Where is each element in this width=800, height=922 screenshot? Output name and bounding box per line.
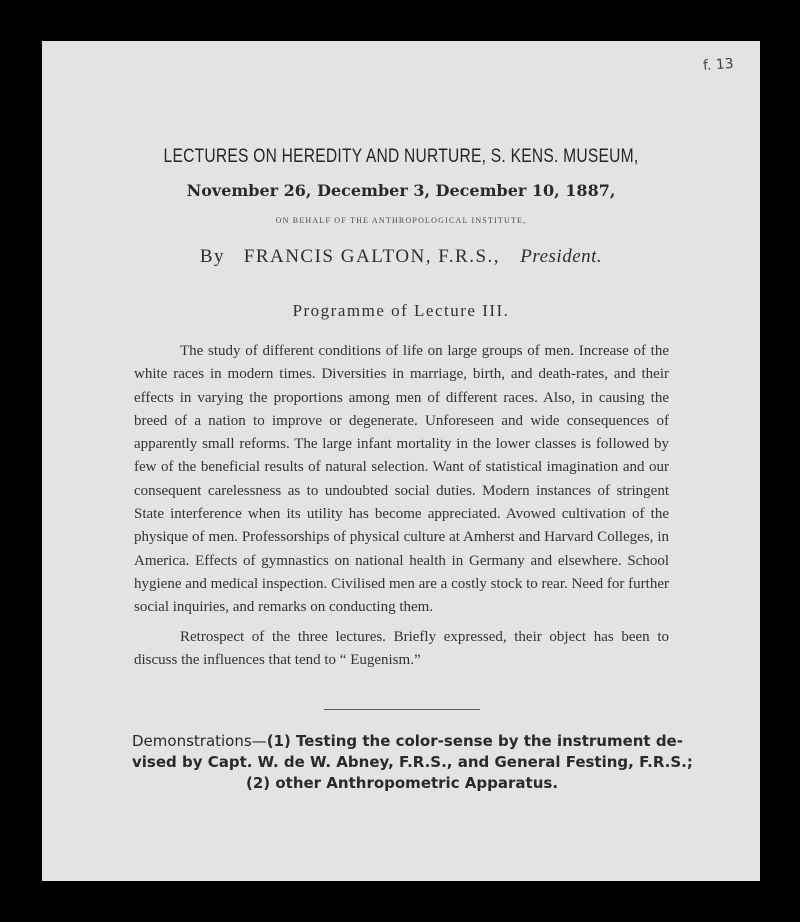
divider-rule bbox=[324, 709, 480, 710]
lecture-dates: November 26, December 3, December 10, 1887, bbox=[186, 181, 616, 200]
demonstrations-line-2: vised by Capt. W. de W. Abney, F.R.S., and General Festing, F.R.S.; bbox=[132, 753, 693, 771]
author-line bbox=[42, 246, 760, 268]
programme-body bbox=[134, 340, 669, 672]
author-prefix: By bbox=[199, 246, 225, 267]
author-name: FRANCIS GALTON, F.R.S., bbox=[243, 246, 501, 267]
demonstrations-block bbox=[132, 731, 693, 794]
folio-mark: f. 13 bbox=[702, 55, 735, 75]
demonstrations-lead: Demonstrations— bbox=[132, 732, 267, 750]
programme-paragraph: The study of different conditions of life on large groups of men. Increase of the white races in modern times. Diversities in marriage, birth, and death-rates, and their effects in varying the proportions among men of different races. Also, in causing the breed of a nation to improve or degenerate. Unforeseen and wide consequences of apparently small reforms. The large infant mortality in the lower classes is followed by few of the beneficial results of natural selection. Want of statistical imagination and our consequent carelessness as to undoubted social duties. Modern instances of stringent State interference when its utility has become appreciated. Avowed cultivation of the physique of men. Professorships of physical culture at Amherst and Harvard Colleges, in America. Effects of gymnastics on national health in Germany and elsewhere. School hygiene and medical inspection. Civilised men are a costly stock to rear. Need for further social inquiries, and remarks on conducting them. bbox=[134, 343, 669, 616]
programme-heading: Programme of Lecture III. bbox=[292, 301, 510, 320]
institute-line: ON BEHALF OF THE ANTHROPOLOGICAL INSTITUTE, bbox=[275, 216, 527, 225]
demonstrations-line-3: (2) other Anthropometric Apparatus. bbox=[245, 774, 559, 792]
author-role: President. bbox=[520, 246, 603, 267]
lecture-title: LECTURES ON HEREDITY AND NURTURE, S. KENS. MUSEUM, bbox=[163, 146, 639, 167]
document-page bbox=[42, 41, 760, 881]
demonstrations-line-1 bbox=[132, 731, 683, 752]
programme-paragraph: Retrospect of the three lectures. Briefly expressed, their object has been to discuss the influences that tend to “ Eugenism.” bbox=[134, 628, 669, 668]
demonstrations-text-1: (1) Testing the color-sense by the instrument de- bbox=[266, 732, 683, 750]
